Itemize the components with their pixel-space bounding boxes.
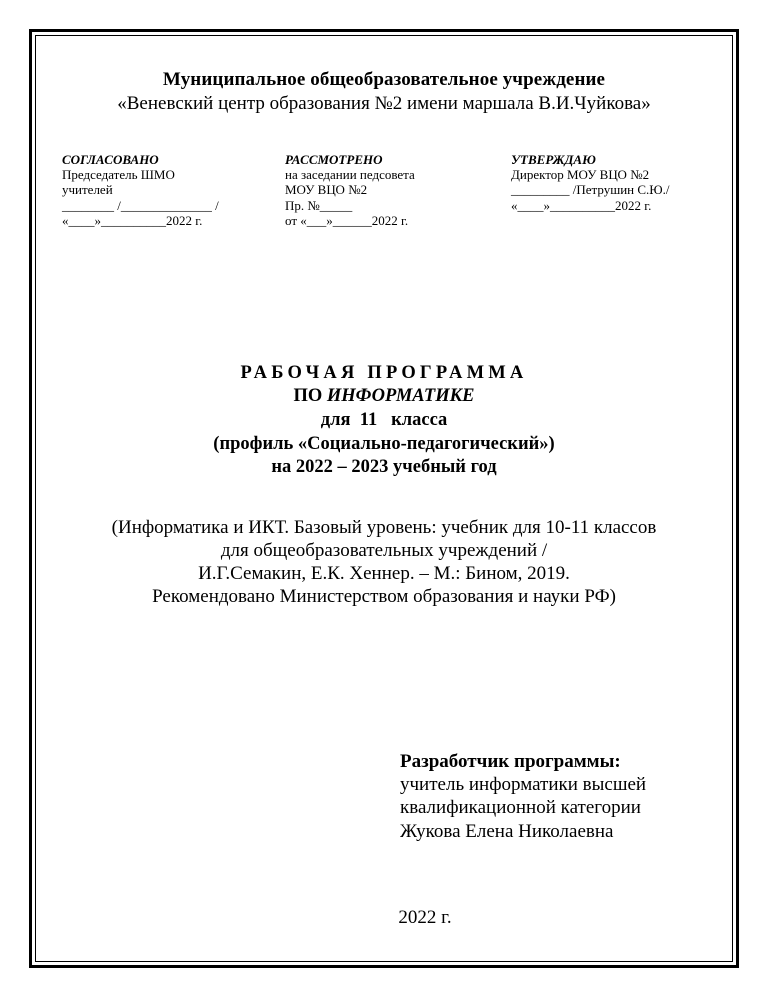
approval-caption: СОГЛАСОВАНО [62, 152, 159, 167]
document-title: РАБОЧАЯ ПРОГРАММА [240, 363, 528, 383]
approval-caption: УТВЕРЖДАЮ [511, 152, 596, 167]
document-grade: для 11 класса [320, 410, 448, 430]
developer-label: Разработчик программы: [400, 751, 621, 772]
textbook-source-line: для общеобразовательных учреждений / [220, 540, 548, 561]
approval-line: учителей [62, 182, 113, 198]
developer-line: учитель информатики высшей [400, 774, 647, 796]
approval-line: Председатель ШМО [62, 167, 175, 183]
approval-agreed-block [62, 152, 219, 228]
approval-caption: РАССМОТРЕНО [285, 152, 383, 167]
subject-prefix: ПО [293, 386, 327, 406]
approval-line: Пр. №_____ [285, 197, 353, 213]
approval-line: ________ /______________ / [62, 197, 219, 213]
developer-block [400, 750, 646, 843]
organization-full-name: «Веневский центр образования №2 имени маршала В.И.Чуйкова» [117, 93, 651, 114]
document-profile: (профиль «Социально-педагогический») [213, 434, 555, 454]
footer-year: 2022 г. [398, 907, 452, 928]
organization-name: Муниципальное общеобразовательное учреждение [162, 69, 606, 90]
approval-reviewed-block [285, 152, 415, 228]
document-subject [0, 386, 768, 407]
approval-line: _________ /Петрушин С.Ю./ [511, 182, 670, 198]
textbook-source-line: (Информатика и ИКТ. Базовый уровень: учебник для 10-11 классов [111, 517, 657, 538]
approval-approved-block [511, 152, 670, 213]
approval-line: «____»__________2022 г. [62, 212, 203, 228]
approval-line: «____»__________2022 г. [511, 197, 652, 213]
textbook-source-line: И.Г.Семакин, Е.К. Хеннер. – М.: Бином, 2019. [198, 563, 570, 584]
developer-line: Жукова Елена Николаевна [400, 820, 614, 842]
textbook-source-line: Рекомендовано Министерством образования и науки РФ) [152, 586, 616, 607]
subject-name: ИНФОРМАТИКЕ [326, 386, 475, 406]
developer-line: квалификационной категории [400, 797, 641, 819]
approval-line: от «___»______2022 г. [285, 212, 409, 228]
document-academic-year: на 2022 – 2023 учебный год [271, 457, 497, 477]
approval-line: Директор МОУ ВЦО №2 [511, 167, 650, 183]
approval-line: на заседании педсовета [285, 167, 415, 183]
approval-line: МОУ ВЦО №2 [285, 182, 368, 198]
